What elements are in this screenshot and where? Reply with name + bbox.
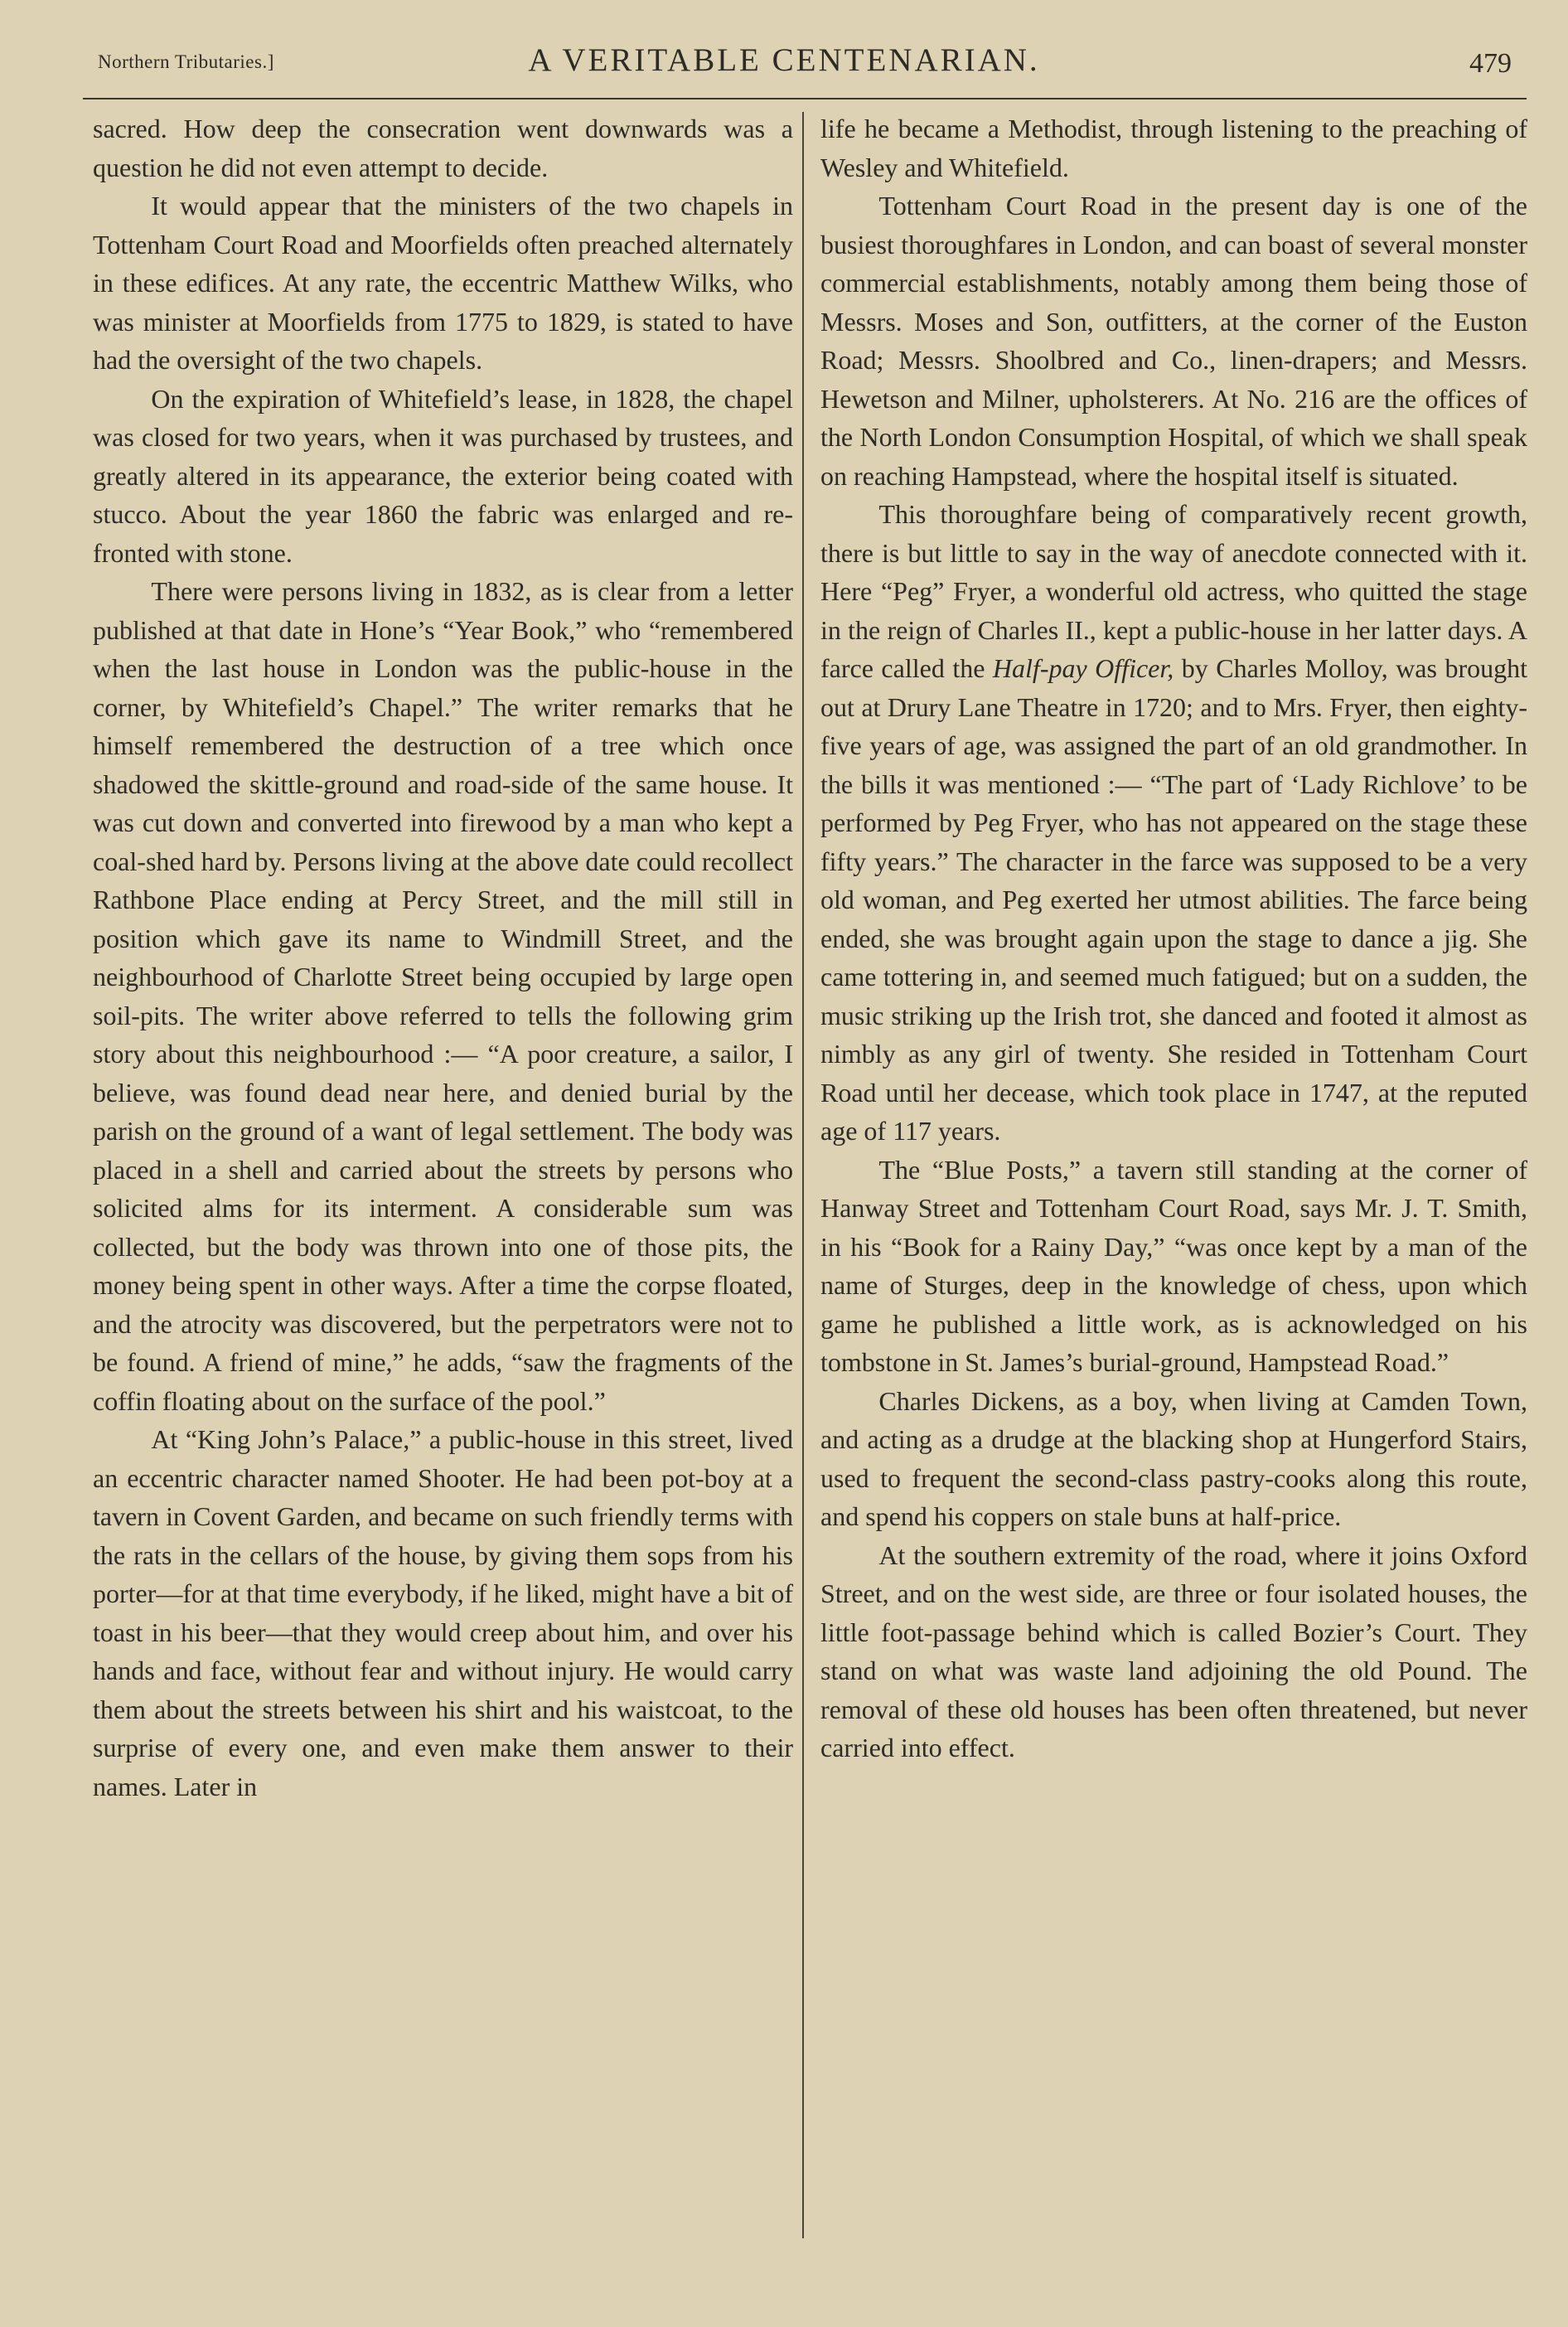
- paragraph: There were persons living in 1832, as is clear from a letter published at that date in Hone’s “Year Book,” who “remembered when the last house in London was the public-house in the corner, by Whitefield’s Chapel.” The writer remarks that he himself remembered the destruction of a tree which once shadowed the skittle-ground and road-side of the same house. It was cut down and converted into firewood by a man who kept a coal-shed hard by. Persons living at the above date could recollect Rathbone Place ending at Percy Street, and the mill still in position which gave its name to Windmill Street, and the neighbourhood of Charlotte Street being occupied by large open soil-pits. The writer above referred to tells the following grim story about this neighbourhood :— “A poor creature, a sailor, I believe, was found dead near here, and denied burial by the parish on the ground of a want of legal settlement. The body was placed in a shell and carried about the streets by persons who solicited alms for its interment. A considerable sum was collected, but the body was thrown into one of those pits, the money being spent in other ways. After a time the corpse floated, and the atrocity was discovered, but the perpetrators were not to be found. A friend of mine,” he adds, “saw the fragments of the coffin floating about on the surface of the pool.”: [93, 576, 793, 1416]
- left-column: [93, 109, 793, 1806]
- header-rule: [83, 98, 1527, 99]
- running-head: Northern Tributaries.]: [98, 51, 274, 72]
- page-number: 479: [1469, 48, 1512, 79]
- paragraph: On the expiration of Whitefield’s lease, in 1828, the chapel was closed for two years, when it was purchased by trustees, and greatly altered in its appearance, the exterior being coated with stucco. About the year 1860 the fabric was enlarged and re-fronted with stone.: [93, 383, 793, 568]
- paragraph: At “King John’s Palace,” a public-house in this street, lived an eccentric character named Shooter. He had been pot-boy at a tavern in Covent Garden, and became on such friendly terms with the rats in the cellars of the house, by giving them sops from his porter—for at that time everybody, if he liked, might have a bit of toast in his beer—that they would creep about him, and over his hands and face, without fear and without injury. He would carry them about the streets between his shirt and his waistcoat, to the surprise of every one, and even make them answer to their names. Later in: [93, 1424, 793, 1801]
- column-divider: [802, 112, 804, 2238]
- page-title: A VERITABLE CENTENARIAN.: [528, 42, 1040, 78]
- paragraph: Tottenham Court Road in the present day is one of the busiest thoroughfares in London, and can boast of several monster commercial establishments, notably among them being those of Messrs. Moses and Son, outfitters, at the corner of the Euston Road; Messrs. Shoolbred and Co., linen-drapers; and Messrs. Hewetson and Milner, upholsterers. At No. 216 are the offices of the North London Consumption Hospital, of which we shall speak on reaching Hampstead, where the hospital itself is situated.: [820, 191, 1527, 491]
- paragraph: At the southern extremity of the road, where it joins Oxford Street, and on the west side, are three or four isolated houses, the little foot-passage behind which is called Bozier’s Court. They stand on what was waste land adjoining the old Pound. The removal of these old houses has been often threatened, but never carried into effect.: [820, 1539, 1527, 1762]
- page-header: [0, 0, 1568, 99]
- text-run: by Charles Molloy, was brought out at Drury Lane Theatre in 1720; and to Mrs. Fryer, then eighty-five years of age, was assigned the part of an old grandmother. In the bills it was mentioned :— “The part of ‘Lady Richlove’ to be performed by Peg Fryer, who has not appeared on the stage these fifty years.” The character in the farce was supposed to be a very old woman, and Peg exerted her utmost abilities. The farce being ended, she was brought again upon the stage to dance a jig. She came tottering in, and seemed much fatigued; but on a sudden, the music striking up the Irish trot, she danced and footed it almost as nimbly as any girl of twenty. She resided in Tottenham Court Road until her decease, which took place in 1747, at the reputed age of 117 years.: [820, 653, 1528, 1146]
- play-title: Half-pay Officer,: [992, 653, 1174, 683]
- text-run: This thoroughfare being of comparatively recent growth, there is but little to say in the way of anecdote connected with it. Here “Peg” Fryer, a wonderful old actress, who quitted the stage in the reign of Charles II., kept a public-house in her latter days. A farce called the: [820, 499, 1527, 683]
- paragraph: sacred. How deep the consecration went downwards was a question he did not even attempt to decide.: [93, 114, 793, 182]
- paragraph: Charles Dickens, as a boy, when living at Camden Town, and acting as a drudge at the blacking shop at Hungerford Stairs, used to frequent the second-class pastry-cooks along this route, and spend his coppers on stale buns at half-price.: [820, 1385, 1527, 1531]
- right-column: [820, 109, 1527, 1767]
- paragraph: [820, 495, 1527, 1151]
- paragraph: The “Blue Posts,” a tavern still standing at the corner of Hanway Street and Tottenham Court Road, says Mr. J. T. Smith, in his “Book for a Rainy Day,” “was once kept by a man of the name of Sturges, deep in the knowledge of chess, upon which game he published a little work, as is acknowledged on his tombstone in St. James’s burial-ground, Hampstead Road.”: [820, 1154, 1527, 1377]
- paragraph: It would appear that the ministers of the two chapels in Tottenham Court Road and Moorfields often preached alternately in these edifices. At any rate, the eccentric Matthew Wilks, who was minister at Moorfields from 1775 to 1829, is stated to have had the oversight of the two chapels.: [93, 191, 793, 375]
- paragraph: life he became a Methodist, through listening to the preaching of Wesley and Whitefield.: [820, 114, 1527, 182]
